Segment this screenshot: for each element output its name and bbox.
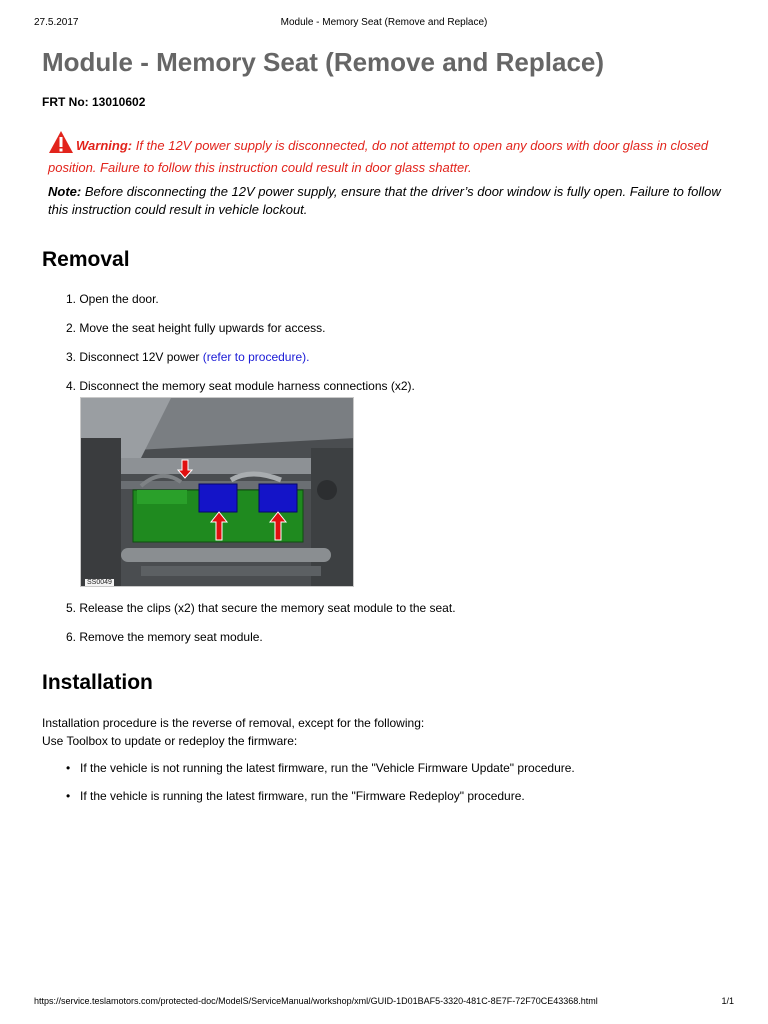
removal-step-2: 2. Move the seat height fully upwards for access.	[66, 321, 326, 335]
bullet-icon: •	[66, 789, 71, 803]
footer-url: https://service.teslamotors.com/protected-doc/ModelS/ServiceManual/workshop/xml/GUID-1D01BAF5-3320-481C-8E7F-72F70CE43368.html	[34, 996, 598, 1006]
removal-heading: Removal	[42, 248, 130, 271]
warning-text: If the 12V power supply is disconnected, do not attempt to open any doors with door glass in closed position. Failure to follow this instruction could result in door glass shatter.	[48, 138, 709, 175]
installation-intro-line-2: Use Toolbox to update or redeploy the firmware:	[42, 734, 298, 748]
footer-page-number: 1/1	[721, 996, 734, 1006]
installation-heading: Installation	[42, 671, 153, 694]
warning-triangle-icon	[48, 130, 74, 159]
installation-bullet-2-text: If the vehicle is running the latest firmware, run the "Firmware Redeploy" procedure.	[80, 789, 525, 803]
memory-seat-module-figure	[80, 397, 354, 587]
print-header-title: Module - Memory Seat (Remove and Replace)	[280, 17, 488, 28]
refer-to-procedure-link[interactable]: (refer to procedure).	[202, 350, 310, 364]
installation-intro-line-1: Installation procedure is the reverse of removal, except for the following:	[42, 716, 425, 730]
installation-bullet-1-text: If the vehicle is not running the latest firmware, run the "Vehicle Firmware Update" procedure.	[80, 761, 575, 775]
frt-number: FRT No: 13010602	[42, 95, 146, 109]
installation-bullet-1	[66, 761, 575, 775]
note-callout	[48, 183, 728, 219]
installation-bullet-2	[66, 789, 525, 803]
removal-step-1: 1. Open the door.	[66, 292, 159, 306]
removal-step-3	[66, 350, 309, 364]
warning-callout	[48, 130, 728, 177]
removal-step-5: 5. Release the clips (x2) that secure the memory seat module to the seat.	[66, 601, 456, 615]
note-text: Before disconnecting the 12V power supply, ensure that the driver’s door window is fully open. Failure to follow this instruction could result in vehicle lockout.	[48, 184, 721, 217]
figure-reference-label: SS0049	[87, 579, 112, 586]
note-label: Note:	[48, 184, 82, 199]
warning-label: Warning:	[76, 138, 133, 153]
print-date: 27.5.2017	[34, 17, 79, 28]
removal-step-6: 6. Remove the memory seat module.	[66, 630, 263, 644]
installation-intro	[42, 714, 424, 750]
bullet-icon: •	[66, 761, 71, 775]
removal-step-4: 4. Disconnect the memory seat module harness connections (x2).	[66, 379, 415, 393]
page-title: Module - Memory Seat (Remove and Replace)	[42, 47, 605, 77]
removal-step-3-text: 3. Disconnect 12V power	[66, 350, 203, 364]
